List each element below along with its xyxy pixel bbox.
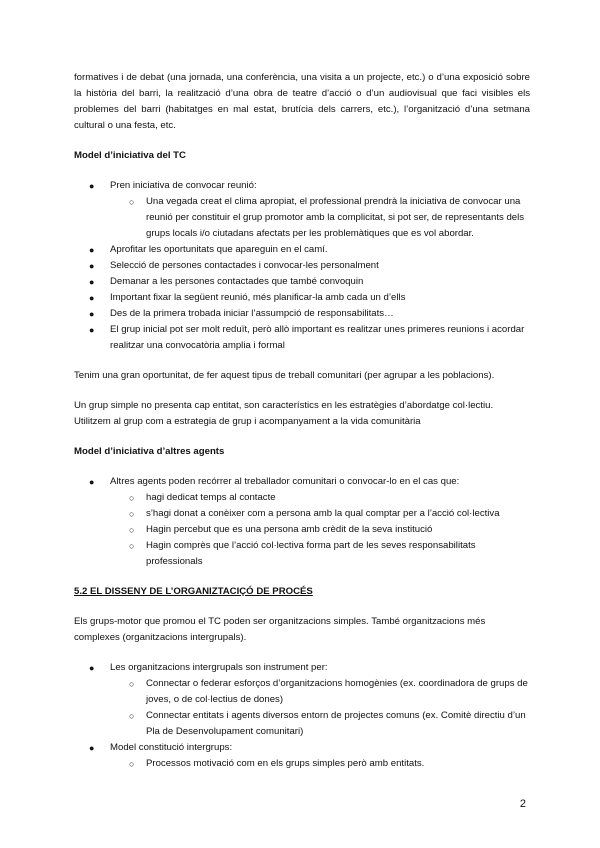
sub-list-item-text: Processos motivació com en els grups simples però amb entitats. <box>146 758 425 769</box>
list-item <box>74 178 530 194</box>
list-item-text: Pren iniciativa de convocar reunió: <box>110 180 257 191</box>
list-item-text: Selecció de persones contactades i convocar-les personalment <box>110 260 379 271</box>
sub-list-item <box>74 676 530 708</box>
bullet-icon: ● <box>89 743 95 753</box>
list-item-text: Model constitució intergrups: <box>110 742 233 753</box>
sub-list-item <box>74 506 530 522</box>
circle-bullet-icon: ○ <box>129 197 135 207</box>
sub-list-item <box>74 522 530 538</box>
document-page <box>74 70 530 772</box>
sub-list-item <box>74 194 530 242</box>
list-item-text: Demanar a les persones contactades que també convoquin <box>110 276 364 287</box>
list-item <box>74 242 530 258</box>
bullet-icon: ● <box>89 261 95 271</box>
sub-list-item-text: s’hagi donat a conèixer com a persona amb la qual comptar per a l’acció col·lectiva <box>146 508 500 519</box>
page-number: 2 <box>519 798 526 810</box>
list-item-text: Des de la primera trobada iniciar l’assumpció de responsabilitats… <box>110 308 394 319</box>
list-item-text: Aprofitar les oportunitats que apareguin en el camí. <box>110 244 328 255</box>
org-list <box>74 660 530 772</box>
circle-bullet-icon: ○ <box>129 759 135 769</box>
sub-list-item <box>74 490 530 506</box>
sub-list-item-text: Connectar o federar esforços d’organitzacions homogènies (ex. coordinadora de grups de joves, o de col·lectius de dones) <box>146 678 528 705</box>
sub-list-item-text: Connectar entitats i agents diversos entorn de projectes comuns (ex. Comitè directiu d’un Pla de Desenvolupament comunitari) <box>146 710 526 737</box>
circle-bullet-icon: ○ <box>129 509 135 519</box>
circle-bullet-icon: ○ <box>129 525 135 535</box>
list-item <box>74 740 530 756</box>
bullet-icon: ● <box>89 309 95 319</box>
bullet-icon: ● <box>89 325 95 335</box>
tc-list <box>74 178 530 354</box>
list-item <box>74 660 530 676</box>
heading-model-tc: Model d’iniciativa del TC <box>74 150 186 161</box>
bullet-icon: ● <box>89 277 95 287</box>
heading-model-agents: Model d’iniciativa d’altres agents <box>74 446 225 457</box>
circle-bullet-icon: ○ <box>129 679 135 689</box>
list-item <box>74 258 530 274</box>
bullet-icon: ● <box>89 477 95 487</box>
sub-list-item-text: hagi dedicat temps al contacte <box>146 492 276 503</box>
list-item <box>74 474 530 490</box>
sub-list-item <box>74 538 530 570</box>
list-item-text: Important fixar la següent reunió, més planificar-la amb cada un d’ells <box>110 292 406 303</box>
bullet-icon: ● <box>89 663 95 673</box>
para-grups-motor: Els grups-motor que promou el TC poden ser organitzacions simples. També organitzacions més complexes (organitzacions intergrupals). <box>74 616 486 643</box>
list-item-text: El grup inicial pot ser molt reduït, però allò important es realitzar unes primeres reunions i acordar realitzar una convocatòria amplia i formal <box>110 324 525 351</box>
para-oportunitat: Tenim una gran oportunitat, de fer aquest tipus de treball comunitari (per agrupar a les poblacions). <box>74 370 495 381</box>
intro-paragraph: formatives i de debat (una jornada, una conferència, una visita a un projecte, etc.) o d’una exposició sobre la història del barri, la realització d’una obra de teatre d’acció o d’un audiovisual que faci visibles els problemes del barri (habitatges en mal estat, brutícia dels carrers, etc.), l’organització d’una setmana cultural o una festa, etc. <box>74 72 530 131</box>
sub-list-item-text: Hagin comprès que l’acció col·lectiva forma part de les seves responsabilitats professionals <box>146 540 476 567</box>
bullet-icon: ● <box>89 293 95 303</box>
list-item-text: Les organitzacions intergrupals son instrument per: <box>110 662 328 673</box>
para-grup-simple: Un grup simple no presenta cap entitat, son característics en les estratègies d’abordatge col·lectiu. Utilitzem al grup com a estrategia de grup i acompanyament a la vida comunitària <box>74 400 494 427</box>
agents-list <box>74 474 530 570</box>
bullet-icon: ● <box>89 181 95 191</box>
list-item <box>74 274 530 290</box>
circle-bullet-icon: ○ <box>129 711 135 721</box>
circle-bullet-icon: ○ <box>129 541 135 551</box>
sub-list-item <box>74 708 530 740</box>
sub-list-item-text: Hagin percebut que es una persona amb crèdit de la seva institució <box>146 524 433 535</box>
list-item <box>74 322 530 354</box>
list-item <box>74 290 530 306</box>
list-item <box>74 306 530 322</box>
bullet-icon: ● <box>89 245 95 255</box>
list-item-text: Altres agents poden recórrer al treballador comunitari o convocar-lo en el cas que: <box>110 476 460 487</box>
sub-list-item-text: Una vegada creat el clima apropiat, el professional prendrà la iniciativa de convocar una reunió per constituir el grup promotor amb la complicitat, si pot ser, de representants dels grups locals i/o ciutadans afectats per les problemàtiques que es vol abordar. <box>146 196 525 239</box>
sub-list-item <box>74 756 530 772</box>
section-title: 5.2 EL DISSENY DE L’ORGANIZTACIÇÓ DE PROCÉS <box>74 586 313 597</box>
circle-bullet-icon: ○ <box>129 493 135 503</box>
